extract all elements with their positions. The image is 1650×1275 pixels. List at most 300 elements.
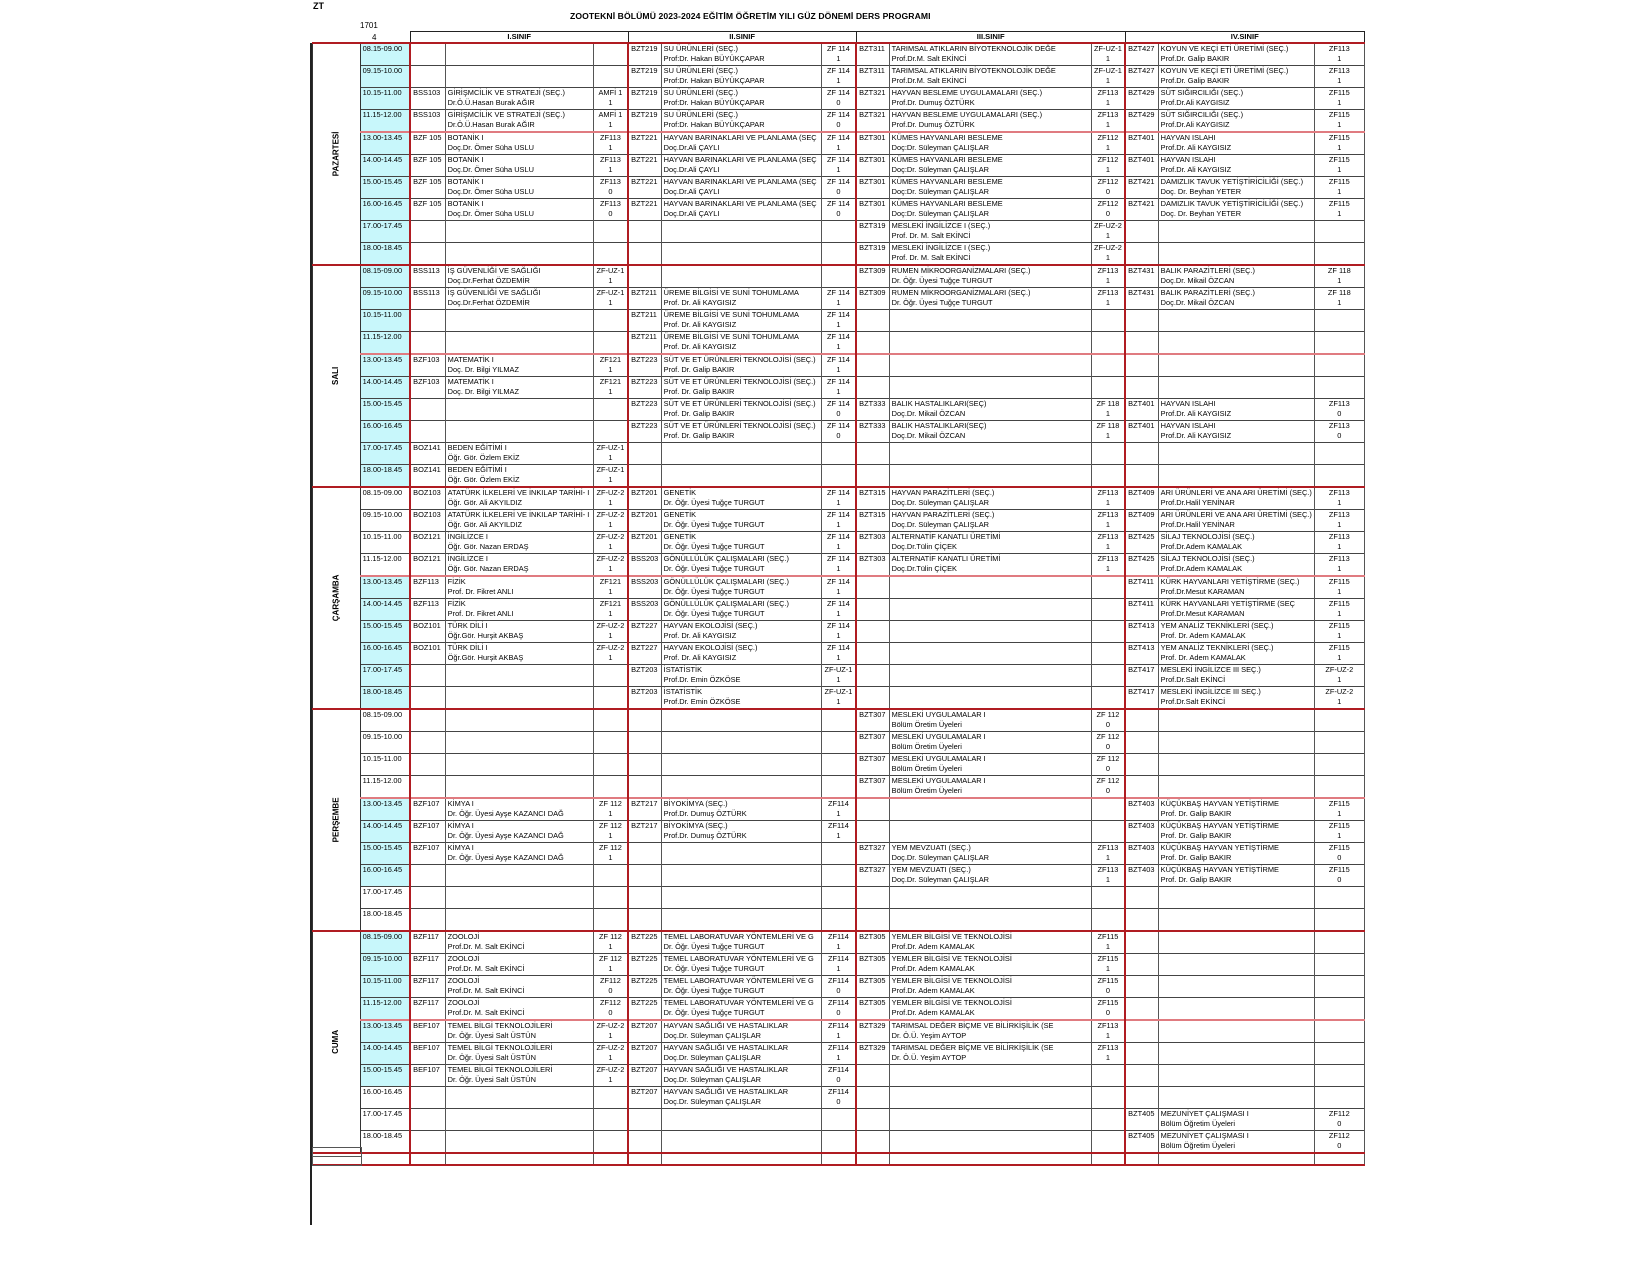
course-instructor: Doç.Dr. Ömer Süha USLU [445,209,593,221]
table-row-sub [313,1031,1365,1043]
course-code-empty [856,809,889,821]
course-name: ÜREME BİLGİSİ VE SUNİ TOHUMLAMA [661,332,821,343]
course-name: MESLEKİ İNGİLİZCE I (SEÇ.) [889,243,1091,254]
course-instructor: Dr. Öğr. Üyesi Tuğçe TURGUT [661,1008,821,1020]
course-code: BOZ141 [410,443,445,454]
course-group: 0 [821,431,856,443]
course-code [856,354,889,365]
course-room [593,332,628,343]
course-code-empty [1125,143,1158,155]
course-code [1125,998,1158,1009]
course-group [1314,1053,1364,1065]
course-code: BZT403 [1125,843,1158,854]
course-room: ZF-UZ-1 [1091,66,1125,77]
course-room [1314,1043,1364,1054]
course-code-empty [856,587,889,599]
course-code: BZT219 [628,43,661,54]
course-room [821,887,856,898]
course-name: RUMEN MİKROORGANİZMALARI (SEÇ.) [889,288,1091,299]
course-instructor [661,875,821,887]
course-name [889,354,1091,365]
course-code: BZT403 [1125,798,1158,809]
course-room [593,776,628,787]
course-instructor: Doç.Dr. Ömer Süha USLU [445,143,593,155]
time-slot: 14.00-14.45 [360,1043,410,1065]
course-code: BZF113 [410,599,445,610]
course-room: ZF 114 [821,554,856,565]
course-group [1091,897,1125,909]
course-code [856,643,889,654]
course-name: ARI ÜRÜNLERİ VE ANA ARI ÜRETİMİ (SEÇ.) [1158,487,1314,498]
table-row [313,599,1365,610]
course-instructor: Prof.Dr.M. Salt EKİNCİ [889,76,1091,88]
course-name: ÜREME BİLGİSİ VE SUNİ TOHUMLAMA [661,288,821,299]
course-room: ZF112 [1091,132,1125,143]
course-code [410,421,445,432]
course-room [1091,887,1125,898]
course-room: ZF 112 [1091,732,1125,743]
course-code: BOZ121 [410,554,445,565]
table-row [313,155,1365,166]
course-code-empty [856,764,889,776]
course-name: KÜÇÜKBAŞ HAYVAN YETİŞTİRME [1158,865,1314,876]
table-row [313,665,1365,676]
course-room [821,221,856,232]
course-room: ZF113 [1091,843,1125,854]
course-instructor: Prof:Dr. Hakan BÜYÜKÇAPAR [661,120,821,132]
course-name: GENETİK [661,487,821,498]
course-name: ZOOLOJİ [445,976,593,987]
course-group: 1 [821,809,856,821]
course-instructor [445,742,593,754]
course-group: 1 [1091,853,1125,865]
course-code-empty [628,542,661,554]
course-group: 1 [821,697,856,709]
course-code: BSS103 [410,88,445,99]
course-name: MESLEKİ UYGULAMALAR I [889,776,1091,787]
course-name: BALIK PARAZİTLERİ (SEÇ.) [1158,265,1314,276]
course-name: HAYVAN PARAZİTLERİ (SEÇ.) [889,510,1091,521]
course-room [593,43,628,54]
course-name [661,265,821,276]
course-code: BZT223 [628,399,661,410]
course-code-empty [1125,342,1158,354]
course-code-empty [856,853,889,865]
course-code: BZT305 [856,998,889,1009]
time-slot: 08.15-09.00 [360,709,410,732]
course-name [661,709,821,720]
course-name: TEMEL LABORATUVAR YÖNTEMLERİ VE G [661,998,821,1009]
course-room: ZF-UZ-1 [593,288,628,299]
course-code: BZT203 [628,665,661,676]
course-instructor: Dr. Öğr. Üyesi Tuğçe TURGUT [889,298,1091,310]
time-slot: 11.15-12.00 [360,776,410,799]
time-slot: 09.15-10.00 [360,732,410,754]
course-group [821,453,856,465]
course-instructor: Doç.Dr.Ferhat ÖZDEMİR [445,276,593,288]
course-room [1091,377,1125,388]
course-name: MEZUNİYET ÇALIŞMASI I [1158,1131,1314,1142]
course-room: ZF113 [1091,554,1125,565]
course-instructor: Prof.Dr. M. Salt EKİNCİ [445,964,593,976]
table-row [313,354,1365,365]
course-code-empty [1125,453,1158,465]
course-room [593,399,628,410]
course-room [1091,1087,1125,1098]
course-group [1091,609,1125,621]
course-name: MESLEKİ UYGULAMALAR I [889,709,1091,720]
course-name: ZOOLOJİ [445,931,593,942]
course-group: 1 [821,387,856,399]
course-instructor: Prof.Dr. Emin ÖZKÖSE [661,675,821,687]
course-group [821,1141,856,1153]
table-row-sub [313,587,1365,599]
course-group: 1 [1091,231,1125,243]
course-instructor: Prof.Dr. Ali KAYGISIZ [1158,409,1314,421]
course-name: SU ÜRÜNLERİ (SEÇ.) [661,43,821,54]
course-name [1158,954,1314,965]
course-name: ZOOLOJİ [445,954,593,965]
course-room [593,310,628,321]
course-code: BZT309 [856,265,889,276]
course-instructor: Doç.Dr. Ömer Süha USLU [445,187,593,199]
course-instructor [661,786,821,798]
course-room: ZF112 [1091,155,1125,166]
course-room [1314,732,1364,743]
table-row-sub [313,320,1365,332]
course-name [889,821,1091,832]
course-room: ZF 114 [821,643,856,654]
course-code [410,1109,445,1120]
course-code: BZF 105 [410,199,445,210]
course-code [410,754,445,765]
course-code: BOZ103 [410,510,445,521]
course-name: SİLAJ TEKNOLOJİSİ (SEÇ.) [1158,532,1314,543]
time-slot: 18.00-18.45 [360,465,410,488]
course-instructor: Prof.Dr. Dumuş ÖZTÜRK [889,98,1091,110]
course-room: ZF115 [1091,931,1125,942]
course-name: HAYVAN SAĞLIĞI VE HASTALIKLAR [661,1065,821,1076]
course-code-empty [410,919,445,931]
course-name [1158,887,1314,898]
course-name [1158,1020,1314,1031]
course-name: SÜT SIĞIRCILIĞI (SEÇ.) [1158,110,1314,121]
end-cell [1158,1153,1314,1165]
course-code-empty [410,831,445,843]
table-row-sub [313,1119,1365,1131]
course-room: ZF 114 [821,199,856,210]
course-group: 1 [1091,143,1125,155]
course-room: ZF115 [1314,643,1364,654]
course-group [1314,453,1364,465]
end-cell [889,1153,1091,1165]
course-room [593,66,628,77]
time-slot: 11.15-12.00 [360,110,410,133]
course-code [1125,1043,1158,1054]
course-instructor: Prof. Dr. Galip BAKIR [661,431,821,443]
course-group: 0 [821,120,856,132]
time-slot: 10.15-11.00 [360,754,410,776]
course-code: BZT227 [628,621,661,632]
course-group [1314,897,1364,909]
course-room: ZF 114 [821,66,856,77]
course-room [593,221,628,232]
time-slot: 08.15-09.00 [360,931,410,954]
course-instructor: Prof. Dr. M. Salt EKİNCİ [889,253,1091,265]
course-code-empty [410,897,445,909]
course-code-empty [410,143,445,155]
course-code: BZT409 [1125,510,1158,521]
course-room: ZF113 [1091,88,1125,99]
table-row-sub [313,986,1365,998]
course-name [1158,732,1314,743]
course-instructor [661,276,821,288]
course-code: BZT319 [856,243,889,254]
course-code [856,621,889,632]
course-code: BZT307 [856,732,889,743]
table-row-sub [313,964,1365,976]
time-slot: 09.15-10.00 [360,510,410,532]
course-room: ZF115 [1314,821,1364,832]
course-instructor [445,409,593,421]
course-group [1314,342,1364,354]
course-room [593,1109,628,1120]
table-row [313,1043,1365,1054]
course-instructor [445,897,593,909]
course-instructor: Prof. Dr. Ali KAYGISIZ [661,653,821,665]
course-group: 1 [593,498,628,510]
course-instructor [445,231,593,243]
course-instructor: Öğr. Gör. Ali AKYILDIZ [445,498,593,510]
course-instructor [445,919,593,931]
course-name [445,332,593,343]
course-group: 1 [821,631,856,643]
time-slot: 10.15-11.00 [360,976,410,998]
course-code-empty [410,365,445,377]
course-group: 1 [821,831,856,843]
course-code-empty [1125,742,1158,754]
course-code-empty [856,875,889,887]
course-instructor: Prof.Dr.Mesut KARAMAN [1158,609,1314,621]
time-slot: 14.00-14.45 [360,155,410,177]
table-row-sub [313,253,1365,265]
table-row-sub [313,276,1365,288]
course-room: ZF 118 [1091,421,1125,432]
course-code: BZT427 [1125,66,1158,77]
table-row [313,221,1365,232]
course-code-empty [856,453,889,465]
course-code-empty [1125,587,1158,599]
course-code [856,665,889,676]
course-code: BSS113 [410,288,445,299]
course-instructor: Öğr. Gör. Özlem EKİZ [445,475,593,487]
course-group [593,1097,628,1109]
course-name: ATATÜRK İLKELERİ VE İNKILAP TARİHİ- I [445,510,593,521]
course-code-empty [856,1119,889,1131]
course-name [1158,465,1314,476]
course-name: HAYVAN EKOLOJİSİ (SEÇ.) [661,643,821,654]
course-room: ZF113 [1314,421,1364,432]
course-code: BZT329 [856,1043,889,1054]
course-room: AMFİ 1 [593,110,628,121]
table-row [313,954,1365,965]
course-instructor: Prof. Dr. Galip BAKIR [661,387,821,399]
course-name [889,332,1091,343]
course-name: BEDEN EĞİTİMİ I [445,443,593,454]
course-code-empty [856,720,889,732]
course-name: ALTERNATİF KANATLI ÜRETİMİ [889,532,1091,543]
course-code: BZT201 [628,532,661,543]
course-name [889,665,1091,676]
course-group: 0 [821,98,856,110]
course-room: ZF 114 [821,132,856,143]
table-row [313,554,1365,565]
course-instructor [1158,786,1314,798]
course-instructor [1158,1075,1314,1087]
course-name [445,665,593,676]
course-code: BZT207 [628,1087,661,1098]
course-code: BZT411 [1125,599,1158,610]
course-room [593,865,628,876]
course-instructor: Prof.Dr. Adem KAMALAK [889,1008,1091,1020]
course-name: BOTANİK I [445,177,593,188]
course-code [410,776,445,787]
course-name: KÜÇÜKBAŞ HAYVAN YETİŞTİRME [1158,821,1314,832]
course-instructor [889,1097,1091,1109]
course-name [445,243,593,254]
course-code-empty [628,853,661,865]
class-header-row [313,32,1365,44]
course-name [1158,443,1314,454]
course-code: BZT307 [856,754,889,765]
course-name [661,865,821,876]
course-code [856,599,889,610]
course-code-empty [628,942,661,954]
end-cell [1314,1153,1364,1165]
course-name [1158,310,1314,321]
course-code-empty [1125,875,1158,887]
course-code [856,576,889,587]
course-instructor [1158,942,1314,954]
course-instructor [889,1141,1091,1153]
course-instructor: Dr.Ö.Ü.Hasan Burak AĞIR [445,120,593,132]
course-room: ZF-UZ-2 [593,621,628,632]
course-group [1314,720,1364,732]
course-group: 1 [593,1053,628,1065]
course-room [821,1131,856,1142]
course-room [1091,687,1125,698]
time-slot: 11.15-12.00 [360,998,410,1021]
course-room [1314,221,1364,232]
course-code-empty [410,498,445,510]
course-group [1314,475,1364,487]
course-code-empty [410,253,445,265]
time-slot: 13.00-13.45 [360,132,410,155]
course-name: KÜMES HAYVANLARI BESLEME [889,177,1091,188]
course-code-empty [856,165,889,177]
day-label [313,931,361,1153]
course-instructor [1158,231,1314,243]
course-room: ZF-UZ-2 [1314,687,1364,698]
course-instructor: Öğr.Gör. Hurşit AKBAŞ [445,653,593,665]
course-code [410,909,445,920]
course-instructor: Bölüm Öretim Üyeleri [889,742,1091,754]
course-code-empty [410,453,445,465]
course-instructor: Doç.Dr.Ali ÇAYLI [661,209,821,221]
course-group [1314,742,1364,754]
course-code-empty [1125,942,1158,954]
course-code-empty [1125,1141,1158,1153]
course-room [1091,332,1125,343]
course-code: BZT417 [1125,687,1158,698]
course-room [821,443,856,454]
course-code: BZT201 [628,487,661,498]
table-row-sub [313,853,1365,865]
table-row [313,66,1365,77]
course-instructor: Prof.Dr. Adem KAMALAK [889,942,1091,954]
course-group: 1 [1091,298,1125,310]
course-code: BZT315 [856,510,889,521]
course-code-empty [1125,165,1158,177]
course-code: BEF107 [410,1065,445,1076]
table-row [313,643,1365,654]
course-code [410,687,445,698]
course-room: ZF114 [821,954,856,965]
course-code-empty [856,209,889,221]
course-code-empty [410,409,445,421]
course-instructor [445,1119,593,1131]
course-code [1125,243,1158,254]
course-code-empty [410,764,445,776]
course-room [821,776,856,787]
course-room [1091,443,1125,454]
day-label [313,709,361,931]
course-room: ZF112 [1314,1131,1364,1142]
course-group [593,409,628,421]
course-code [1125,909,1158,920]
course-code-empty [856,253,889,265]
course-group: 1 [821,1031,856,1043]
course-instructor: Öğr. Gör. Ali AKYILDIZ [445,520,593,532]
table-row [313,532,1365,543]
course-group [593,342,628,354]
course-instructor [661,475,821,487]
course-code-empty [1125,1119,1158,1131]
table-row [313,865,1365,876]
course-instructor: Prof.Dr. Galip BAKIR [1158,76,1314,88]
course-group [1091,453,1125,465]
course-instructor: Doç:Dr. Süleyman ÇALIŞLAR [889,165,1091,177]
course-group: 0 [1091,187,1125,199]
course-code-empty [1125,1053,1158,1065]
course-code-empty [856,365,889,377]
course-group [821,786,856,798]
course-code-empty [856,409,889,421]
course-instructor: Doç. Dr. Bilgi YILMAZ [445,365,593,377]
course-code: BZT401 [1125,421,1158,432]
course-room: ZF114 [821,1065,856,1076]
course-code-empty [628,675,661,687]
course-room: ZF 114 [821,288,856,299]
course-room [821,754,856,765]
course-code: BZT225 [628,976,661,987]
course-code-empty [410,1008,445,1020]
course-room: ZF115 [1314,110,1364,121]
course-group: 0 [821,1097,856,1109]
course-name: ATATÜRK İLKELERİ VE İNKILAP TARİHİ- I [445,487,593,498]
table-row-sub [313,475,1365,487]
course-room: ZF 114 [821,354,856,365]
